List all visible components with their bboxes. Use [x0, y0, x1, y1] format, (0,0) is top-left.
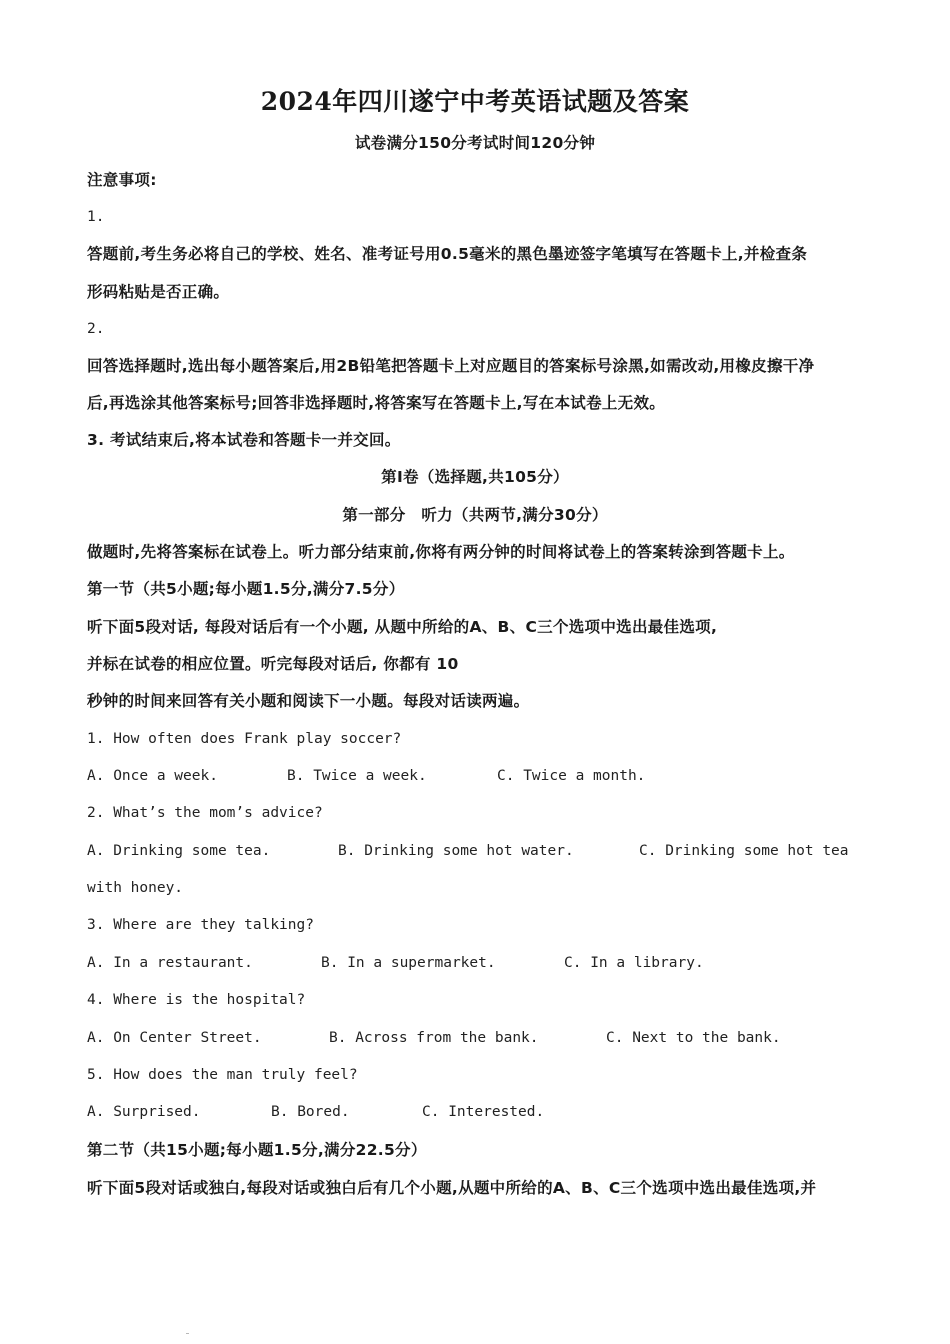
question-3-option-b: B. In a supermarket.	[321, 955, 496, 971]
question-2-option-a: A. Drinking some tea.	[87, 843, 271, 859]
question-1-option-c: C. Twice a month.	[497, 768, 646, 784]
section-1-instruction-line-1: 听下面5段对话, 每段对话后有一个小题, 从题中所给的A、B、C三个选项中选出最佳选项,	[87, 618, 718, 636]
document-title: 2024年四川遂宁中考英语试题及答案	[260, 87, 690, 116]
question-2-option-c: C. Drinking some hot tea	[639, 843, 849, 859]
section-1-instruction-line-2: 并标在试卷的相应位置。听完每段对话后, 你都有 10	[87, 655, 459, 673]
note-1-text-line-1: 答题前,考生务必将自己的学校、姓名、准考证号用0.5毫米的黑色墨迹签字笔填写在答题卡上,并检查条	[87, 245, 808, 263]
note-1-text-line-2: 形码粘贴是否正确。	[87, 283, 230, 301]
question-5-option-b: B. Bored.	[271, 1104, 350, 1120]
note-3-text: 3. 考试结束后,将本试卷和答题卡一并交回。	[87, 431, 401, 449]
question-2-option-b: B. Drinking some hot water.	[338, 843, 574, 859]
question-1-option-b: B. Twice a week.	[287, 768, 427, 784]
question-3-option-a: A. In a restaurant.	[87, 955, 253, 971]
listening-instruction: 做题时,先将答案标在试卷上。听力部分结束前,你将有两分钟的时间将试卷上的答案转涂到答题卡上。	[87, 543, 795, 561]
question-3: 3. Where are they talking?	[87, 917, 314, 933]
question-5: 5. How does the man truly feel?	[87, 1067, 358, 1083]
note-2-number: 2.	[87, 321, 105, 337]
question-1: 1. How often does Frank play soccer?	[87, 731, 402, 747]
notes-heading: 注意事项:	[87, 171, 157, 189]
section-1-instruction-line-3: 秒钟的时间来回答有关小题和阅读下一小题。每段对话读两遍。	[87, 692, 530, 710]
question-1-option-a: A. Once a week.	[87, 768, 218, 784]
note-2-text-line-1: 回答选择题时,选出每小题答案后,用2B铅笔把答题卡上对应题目的答案标号涂黑,如需改动,用橡皮擦干净	[87, 357, 815, 375]
section-title: 第一部分 听力（共两节,满分30分）	[342, 506, 608, 524]
note-1-number: 1.	[87, 209, 105, 225]
question-2-option-c-continued: with honey.	[87, 880, 184, 896]
question-4-option-c: C. Next to the bank.	[606, 1030, 781, 1046]
question-2: 2. What’s the mom’s advice?	[87, 805, 323, 821]
question-3-option-c: C. In a library.	[564, 955, 704, 971]
page-speck	[186, 1333, 189, 1334]
section-2-heading: 第二节（共15小题;每小题1.5分,满分22.5分）	[87, 1141, 427, 1159]
section-1-heading: 第一节（共5小题;每小题1.5分,满分7.5分）	[87, 580, 405, 598]
note-2-text-line-2: 后,再选涂其他答案标号;回答非选择题时,将答案写在答题卡上,写在本试卷上无效。	[87, 394, 666, 412]
question-5-option-c: C. Interested.	[422, 1104, 545, 1120]
question-4: 4. Where is the hospital?	[87, 992, 306, 1008]
question-5-option-a: A. Surprised.	[87, 1104, 201, 1120]
section-2-instruction-line-1: 听下面5段对话或独白,每段对话或独白后有几个小题,从题中所给的A、B、C三个选项中选出最佳选项,并	[87, 1179, 817, 1197]
question-4-option-a: A. On Center Street.	[87, 1030, 262, 1046]
question-4-option-b: B. Across from the bank.	[329, 1030, 539, 1046]
volume-title: 第Ⅰ卷（选择题,共105分）	[381, 468, 569, 486]
document-subtitle: 试卷满分150分考试时间120分钟	[354, 134, 596, 152]
